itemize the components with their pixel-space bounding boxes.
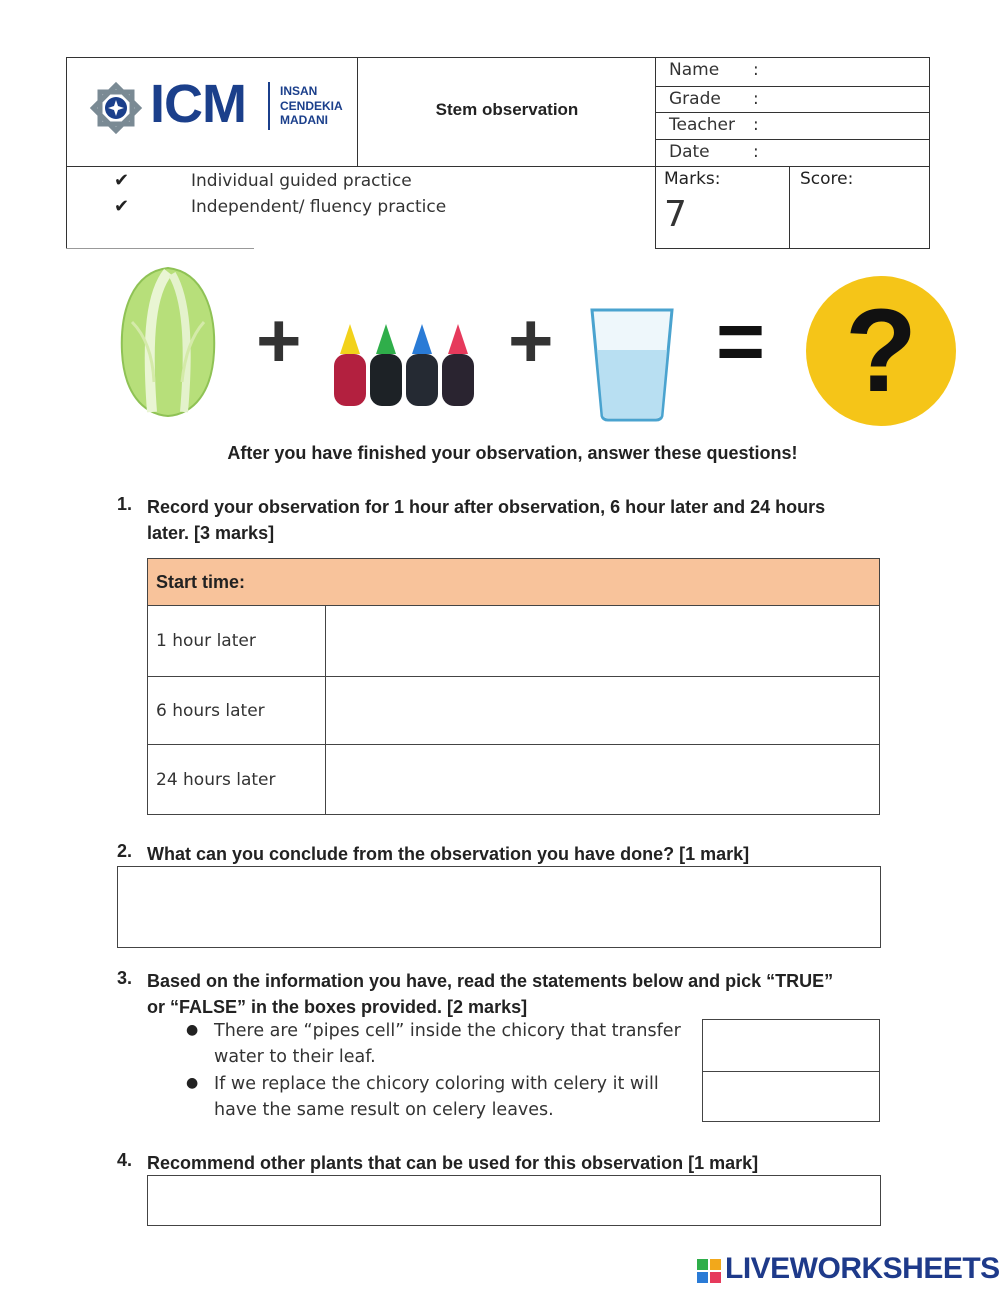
glass-of-water-icon — [588, 306, 676, 422]
question-3-text: Based on the information you have, read the statements below and pick “TRUE” or “FALSE” in the boxes provided. [2 marks] — [147, 971, 834, 1017]
date-field[interactable]: Date : — [669, 142, 759, 162]
food-coloring-bottles-icon — [332, 322, 478, 410]
statement-2-text: If we replace the chicory coloring with celery it will have the same result on celery leaves. — [214, 1074, 659, 1120]
logo-divider — [268, 82, 270, 130]
chicory-cabbage-icon — [112, 262, 224, 418]
check-icon: ✔ — [114, 170, 130, 191]
start-time-cell[interactable]: Start time: — [148, 559, 880, 606]
conclusion-answer-box[interactable] — [117, 866, 881, 948]
marks-value: 7 — [664, 194, 687, 235]
score-field[interactable]: Score: — [800, 169, 854, 189]
row-label-6-hours: 6 hours later — [148, 677, 326, 745]
row-label-24-hours: 24 hours later — [148, 745, 326, 815]
marks-label: Marks: — [664, 169, 721, 189]
row-label-1-hour: 1 hour later — [148, 606, 326, 677]
observation-24-hours-input[interactable] — [326, 745, 880, 815]
liveworksheets-logo-icon — [697, 1259, 721, 1283]
question-2-number: 2. — [117, 841, 133, 861]
question-3-number: 3. — [117, 968, 133, 988]
question-mark-icon: ? — [806, 276, 956, 426]
worksheet-title: Stem observation — [435, 100, 579, 119]
question-4-text: Recommend other plants that can be used for this observation [1 mark] — [147, 1153, 759, 1173]
question-1-number: 1. — [117, 494, 133, 514]
bullet-icon: ● — [186, 1022, 199, 1038]
bullet-icon: ● — [186, 1075, 199, 1091]
icm-logo-subtitle: INSAN CENDEKIA MADANI — [280, 84, 343, 127]
question-1-text: Record your observation for 1 hour after observation, 6 hour later and 24 hours later. [3 marks] — [147, 497, 826, 543]
observation-1-hour-input[interactable] — [326, 606, 880, 677]
statement-2-answer-box[interactable] — [702, 1070, 880, 1122]
observation-6-hours-input[interactable] — [326, 677, 880, 745]
plus-sign: + — [256, 296, 302, 384]
recommend-plants-answer-box[interactable] — [147, 1175, 881, 1226]
teacher-field[interactable]: Teacher : — [669, 115, 759, 135]
practice-type-independent: Independent/ fluency practice — [191, 197, 447, 217]
name-field[interactable]: Name : — [669, 60, 759, 80]
icm-logo-emblem-icon — [88, 80, 144, 136]
plus-sign: + — [508, 296, 554, 384]
equals-sign: = — [716, 294, 766, 388]
liveworksheets-brand[interactable]: LIVEWORKSHEETS — [725, 1252, 1000, 1285]
check-icon: ✔ — [114, 196, 130, 217]
instructions-heading: After you have finished your observation, answer these questions! — [227, 443, 798, 463]
statement-1-text: There are “pipes cell” inside the chicory that transfer water to their leaf. — [214, 1021, 681, 1067]
question-2-text: What can you conclude from the observation you have done? [1 mark] — [147, 844, 750, 864]
grade-field[interactable]: Grade : — [669, 89, 759, 109]
statement-1-answer-box[interactable] — [702, 1019, 880, 1072]
practice-type-guided: Individual guided practice — [191, 171, 412, 191]
question-4-number: 4. — [117, 1150, 133, 1170]
icm-logo-text: ICM — [150, 74, 246, 134]
observation-table — [147, 558, 880, 815]
